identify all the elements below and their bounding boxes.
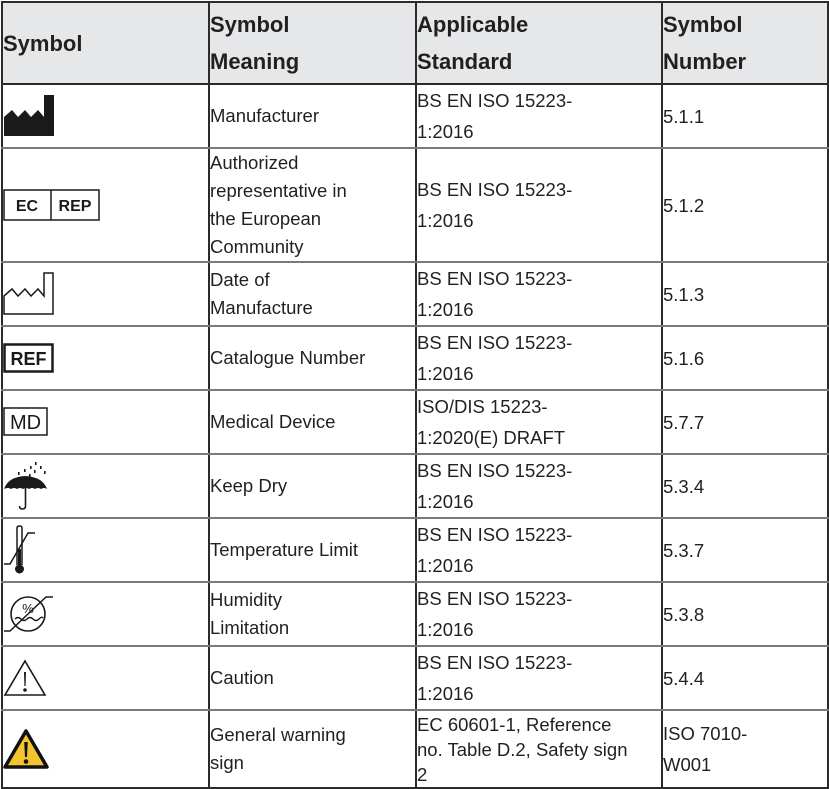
manufacturer-icon [3,94,55,138]
meaning-text: Date of Manufacture [210,269,313,318]
number-cell: 5.4.4 [662,646,828,710]
meaning-cell [209,148,416,262]
header-number [662,2,828,84]
symbol-cell [2,262,209,326]
standard-text: BS EN ISO 15223-1:2016 [417,460,573,512]
standard-text: BS EN ISO 15223-1:2016 [417,524,573,576]
symbol-cell [2,148,209,262]
standard-cell [416,84,662,148]
header-standard [416,2,662,84]
table-row [2,646,828,710]
meaning-cell: Temperature Limit [209,518,416,582]
standard-text: BS EN ISO 15223-1:2016 [417,588,573,640]
svg-text:EC: EC [15,198,39,215]
header-meaning [209,2,416,84]
standard-cell [416,148,662,262]
date-of-manufacture-icon [3,272,55,316]
symbol-cell [2,518,209,582]
number-cell: 5.1.2 [662,148,828,262]
standard-cell [416,710,662,788]
ec-rep-icon [3,189,101,221]
standard-text: BS EN ISO 15223-1:2016 [417,652,573,704]
meaning-cell [209,262,416,326]
symbols-table [1,1,829,789]
general-warning-icon [3,729,49,769]
svg-text:REP: REP [58,198,92,215]
header-standard-label: Applicable Standard [417,12,529,74]
standard-cell [416,390,662,454]
number-cell: 5.1.1 [662,84,828,148]
standard-text: BS EN ISO 15223-1:2016 [417,268,573,320]
meaning-cell: Manufacturer [209,84,416,148]
number-cell: 5.3.4 [662,454,828,518]
standard-cell [416,518,662,582]
svg-text:MD: MD [9,412,42,434]
humidity-limitation-icon [3,593,55,635]
table-row [2,582,828,646]
table-row [2,710,828,788]
table-row [2,518,828,582]
table-row [2,84,828,148]
standard-cell [416,262,662,326]
number-cell: 5.7.7 [662,390,828,454]
symbol-cell [2,454,209,518]
standard-text: BS EN ISO 15223-1:2016 [417,90,573,142]
table-row [2,390,828,454]
number-cell [662,710,828,788]
number-cell: 5.3.7 [662,518,828,582]
standard-cell [416,326,662,390]
symbol-cell [2,710,209,788]
table-row [2,262,828,326]
md-icon [3,407,49,437]
meaning-text: Authorized representative in the European Community [210,152,347,257]
number-cell: 5.1.6 [662,326,828,390]
meaning-cell: Catalogue Number [209,326,416,390]
header-symbol: Symbol [2,2,209,84]
symbol-cell [2,582,209,646]
number-cell: 5.1.3 [662,262,828,326]
svg-text:%: % [22,601,34,616]
meaning-cell: Caution [209,646,416,710]
table-row [2,148,828,262]
table-row [2,454,828,518]
caution-icon [3,659,47,697]
meaning-text: General warning sign [210,724,346,773]
header-meaning-label: Symbol Meaning [210,12,300,74]
ref-icon [3,343,55,373]
number-text: ISO 7010-W001 [663,723,748,775]
meaning-cell [209,582,416,646]
table-row [2,326,828,390]
symbol-cell [2,390,209,454]
meaning-text: Humidity Limitation [210,589,290,638]
symbol-cell [2,84,209,148]
standard-cell [416,646,662,710]
keep-dry-icon [3,461,49,511]
header-number-label: Symbol Number [663,12,747,74]
symbol-cell [2,326,209,390]
standard-cell [416,582,662,646]
meaning-cell [209,710,416,788]
standard-text: BS EN ISO 15223-1:2016 [417,179,573,231]
symbol-cell [2,646,209,710]
standard-text: EC 60601-1, Reference no. Table D.2, Safety sign 2 [417,713,628,785]
temperature-limit-icon [3,525,37,575]
standard-text: BS EN ISO 15223-1:2016 [417,332,573,384]
meaning-cell: Keep Dry [209,454,416,518]
svg-text:REF: REF [10,349,47,369]
standard-cell [416,454,662,518]
number-cell: 5.3.8 [662,582,828,646]
standard-text: ISO/DIS 15223-1:2020(E) DRAFT [417,396,566,448]
header-row [2,2,828,84]
meaning-cell: Medical Device [209,390,416,454]
